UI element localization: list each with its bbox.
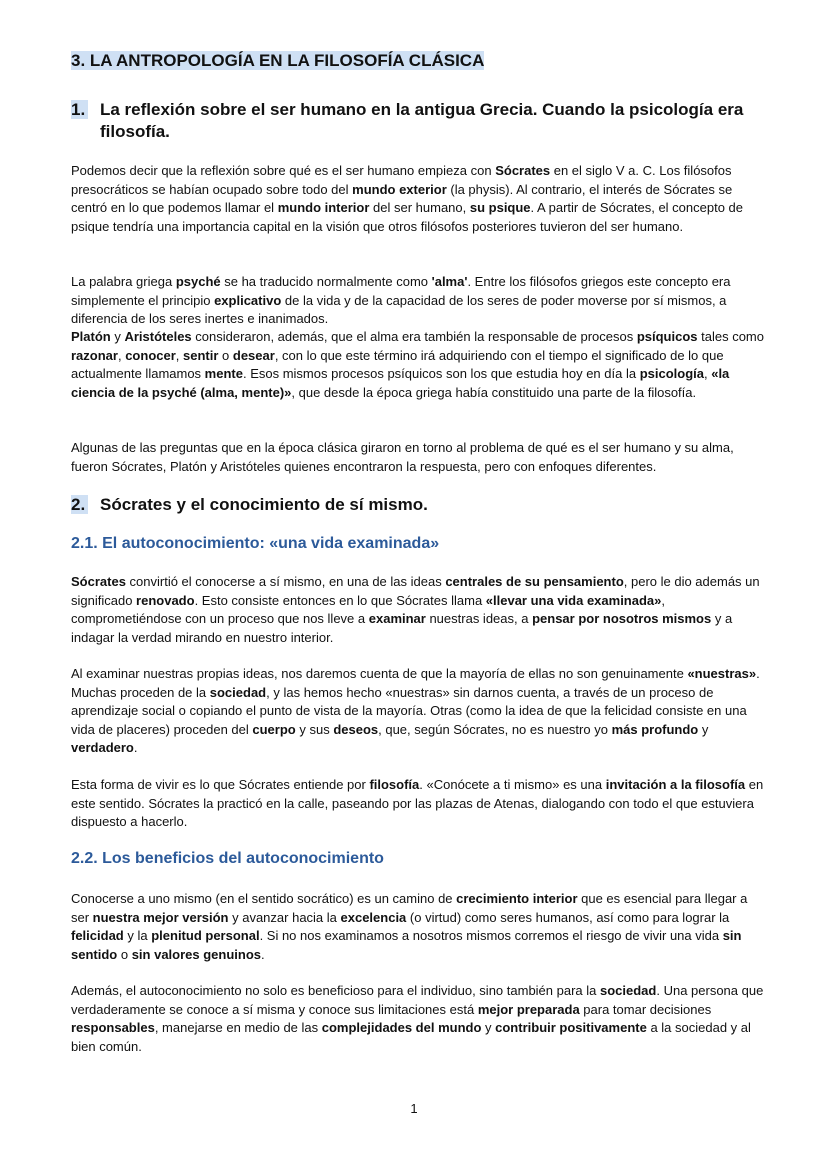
bold-term: psíquicos [636, 329, 698, 344]
bold-term: sentir [183, 347, 219, 363]
paragraph: Conocerse a uno mismo (en el sentido socrático) es un camino de crecimiento interior que es esencial para llegar a ser nuestra mejor versión y avanzar hacia la excelencia (o virtud) como seres humanos, así como para lograr la felicidad y la plenitud personal. Si no nos examinamos a nosotros mismos corremos el riesgo de vivir una vida sin sentido o sin valores genuinos. [71, 891, 748, 962]
section-1-number: 1. [71, 100, 88, 119]
bold-term: mundo exterior [352, 181, 447, 197]
bold-term: excelencia [340, 909, 407, 925]
paragraph: Además, el autoconocimiento no solo es beneficioso para el individuo, sino también para la sociedad. Una persona que verdaderamente se conoce a sí misma y conoce sus limitaciones está mejor preparada para tomar decisiones responsables, manejarse en medio de las complejidades del mundo y contribuir positivamente a la sociedad y al bien común. [71, 983, 764, 1054]
paragraph: Sócrates convirtió el conocerse a sí mismo, en una de las ideas centrales de su pensamiento, pero le dio además un significado renovado. Esto consiste entonces en lo que Sócrates llama «llevar una vida examinada», comprometiéndose con un proceso que nos lleve a examinar nuestras ideas, a pensar por nosotros mismos y a indagar la verdad mirando en nuestro interior. [71, 574, 760, 645]
document-title [71, 50, 484, 72]
bold-term: cuerpo [252, 721, 296, 737]
bold-term: explicativo [214, 292, 282, 308]
bold-term: mundo interior [277, 200, 370, 215]
bold-term: plenitud personal [151, 928, 260, 943]
paragraph: Platón y Aristóteles consideraron, además, que el alma era también la responsable de procesos psíquicos tales como razonar, conocer, sentir o desear, con lo que este término irá adquiriendo con el tiempo el significado de lo que actualmente llamamos mente. Esos mismos procesos psíquicos son los que estudia hoy en día la psicología, «la ciencia de la psyché (alma, mente)», que desde la época griega había constituido una parte de la filosofía. [71, 329, 764, 400]
bold-term: nuestra mejor versión [92, 909, 229, 925]
bold-term: filosofía [369, 777, 420, 792]
bold-term: Platón [71, 329, 111, 344]
bold-term: pensar por nosotros mismos [532, 611, 712, 626]
bold-term: Sócrates [495, 163, 551, 178]
paragraph: La palabra griega psyché se ha traducido normalmente como 'alma'. Entre los filósofos griegos este concepto era simplemente el principio explicativo de la vida y de la capacidad de los seres de poder moverse por sí mismos, a diferencia de los seres inertes e inanimados. [71, 274, 731, 326]
section-1-heading [71, 99, 771, 143]
bold-term: centrales de su pensamiento [445, 574, 624, 589]
bold-term: sociedad [600, 983, 657, 998]
bold-term: renovado [136, 592, 195, 608]
bold-term: responsables [71, 1020, 155, 1035]
bold-term: complejidades del mundo [321, 1020, 482, 1035]
paragraph: Podemos decir que la reflexión sobre qué es el ser humano empieza con Sócrates en el siglo V a. C. Los filósofos presocráticos se habían ocupado sobre todo del mundo exterior (la physis). Al contrario, el interés de Sócrates se centró en lo que podemos llamar el mundo interior del ser humano, su psique. A partir de Sócrates, el concepto de psique tendría una importancia capital en la visión que otros filósofos posteriores tuvieron del ser humano. [71, 163, 744, 234]
bold-term: Aristóteles [124, 329, 192, 344]
bold-term: 'alma' [431, 274, 468, 289]
section-1-title: La reflexión sobre el ser humano en la antigua Grecia. Cuando la psicología era filosofía. [100, 100, 744, 141]
section-2-heading [71, 494, 771, 516]
bold-term: mejor preparada [477, 1001, 580, 1017]
paragraph: Esta forma de vivir es lo que Sócrates entiende por filosofía. «Conócete a ti mismo» es una invitación a la filosofía en este sentido. Sócrates la practicó en la calle, paseando por las plazas de Atenas, dialogando con todo el que estuviera dispuesto a hacerlo. [71, 777, 764, 829]
bold-term: crecimiento interior [456, 891, 578, 906]
section-2-title: Sócrates y el conocimiento de sí mismo. [100, 495, 428, 514]
bold-term: conocer [125, 347, 176, 363]
bold-term: psicología [639, 366, 704, 381]
bold-term: «nuestras» [687, 666, 757, 681]
bold-term: verdadero [71, 740, 134, 755]
bold-term: contribuir positivamente [495, 1020, 647, 1035]
bold-term: desear [232, 347, 275, 363]
page-number: 1 [410, 1101, 418, 1116]
bold-term: felicidad [71, 928, 124, 943]
bold-term: Sócrates [71, 574, 126, 589]
section-2-number: 2. [71, 495, 88, 514]
bold-term: sin sentido [71, 928, 742, 962]
bold-term: psyché [175, 274, 221, 289]
subsection-2-1-title: 2.1. El autoconocimiento: «una vida examinada» [71, 535, 440, 552]
bold-term: «la ciencia de la psyché (alma, mente)» [71, 366, 730, 400]
bold-term: invitación a la filosofía [605, 777, 746, 792]
bold-term: su psique [469, 200, 531, 215]
bold-term: examinar [368, 611, 426, 626]
bold-term: sin valores genuinos [131, 946, 262, 962]
bold-term: más profundo [611, 721, 699, 737]
bold-term: deseos [333, 721, 379, 737]
paragraph: Al examinar nuestras propias ideas, nos daremos cuenta de que la mayoría de ellas no son genuinamente «nuestras». Muchas proceden de la sociedad, y las hemos hecho «nuestras» sin darnos cuenta, a través de un proceso de aprendizaje social o copiando el punto de vista de la mayoría. Otras (como la idea de que la felicidad consiste en una vida de placeres) proceden del cuerpo y sus deseos, que, según Sócrates, no es nuestro yo más profundo y verdadero. [71, 666, 760, 755]
subsection-2-2-title: 2.2. Los beneficios del autoconocimiento [71, 850, 384, 867]
paragraph: Algunas de las preguntas que en la época clásica giraron en torno al problema de qué es el ser humano y su alma, fueron Sócrates, Platón y Aristóteles quienes encontraron la respuesta, pero con enfoques diferentes. [71, 440, 734, 474]
bold-term: «llevar una vida examinada» [485, 592, 662, 608]
bold-term: razonar [71, 347, 118, 363]
bold-term: mente [204, 366, 243, 381]
bold-term: sociedad [209, 684, 267, 700]
document-title-text: 3. LA ANTROPOLOGÍA EN LA FILOSOFÍA CLÁSICA [71, 51, 485, 70]
